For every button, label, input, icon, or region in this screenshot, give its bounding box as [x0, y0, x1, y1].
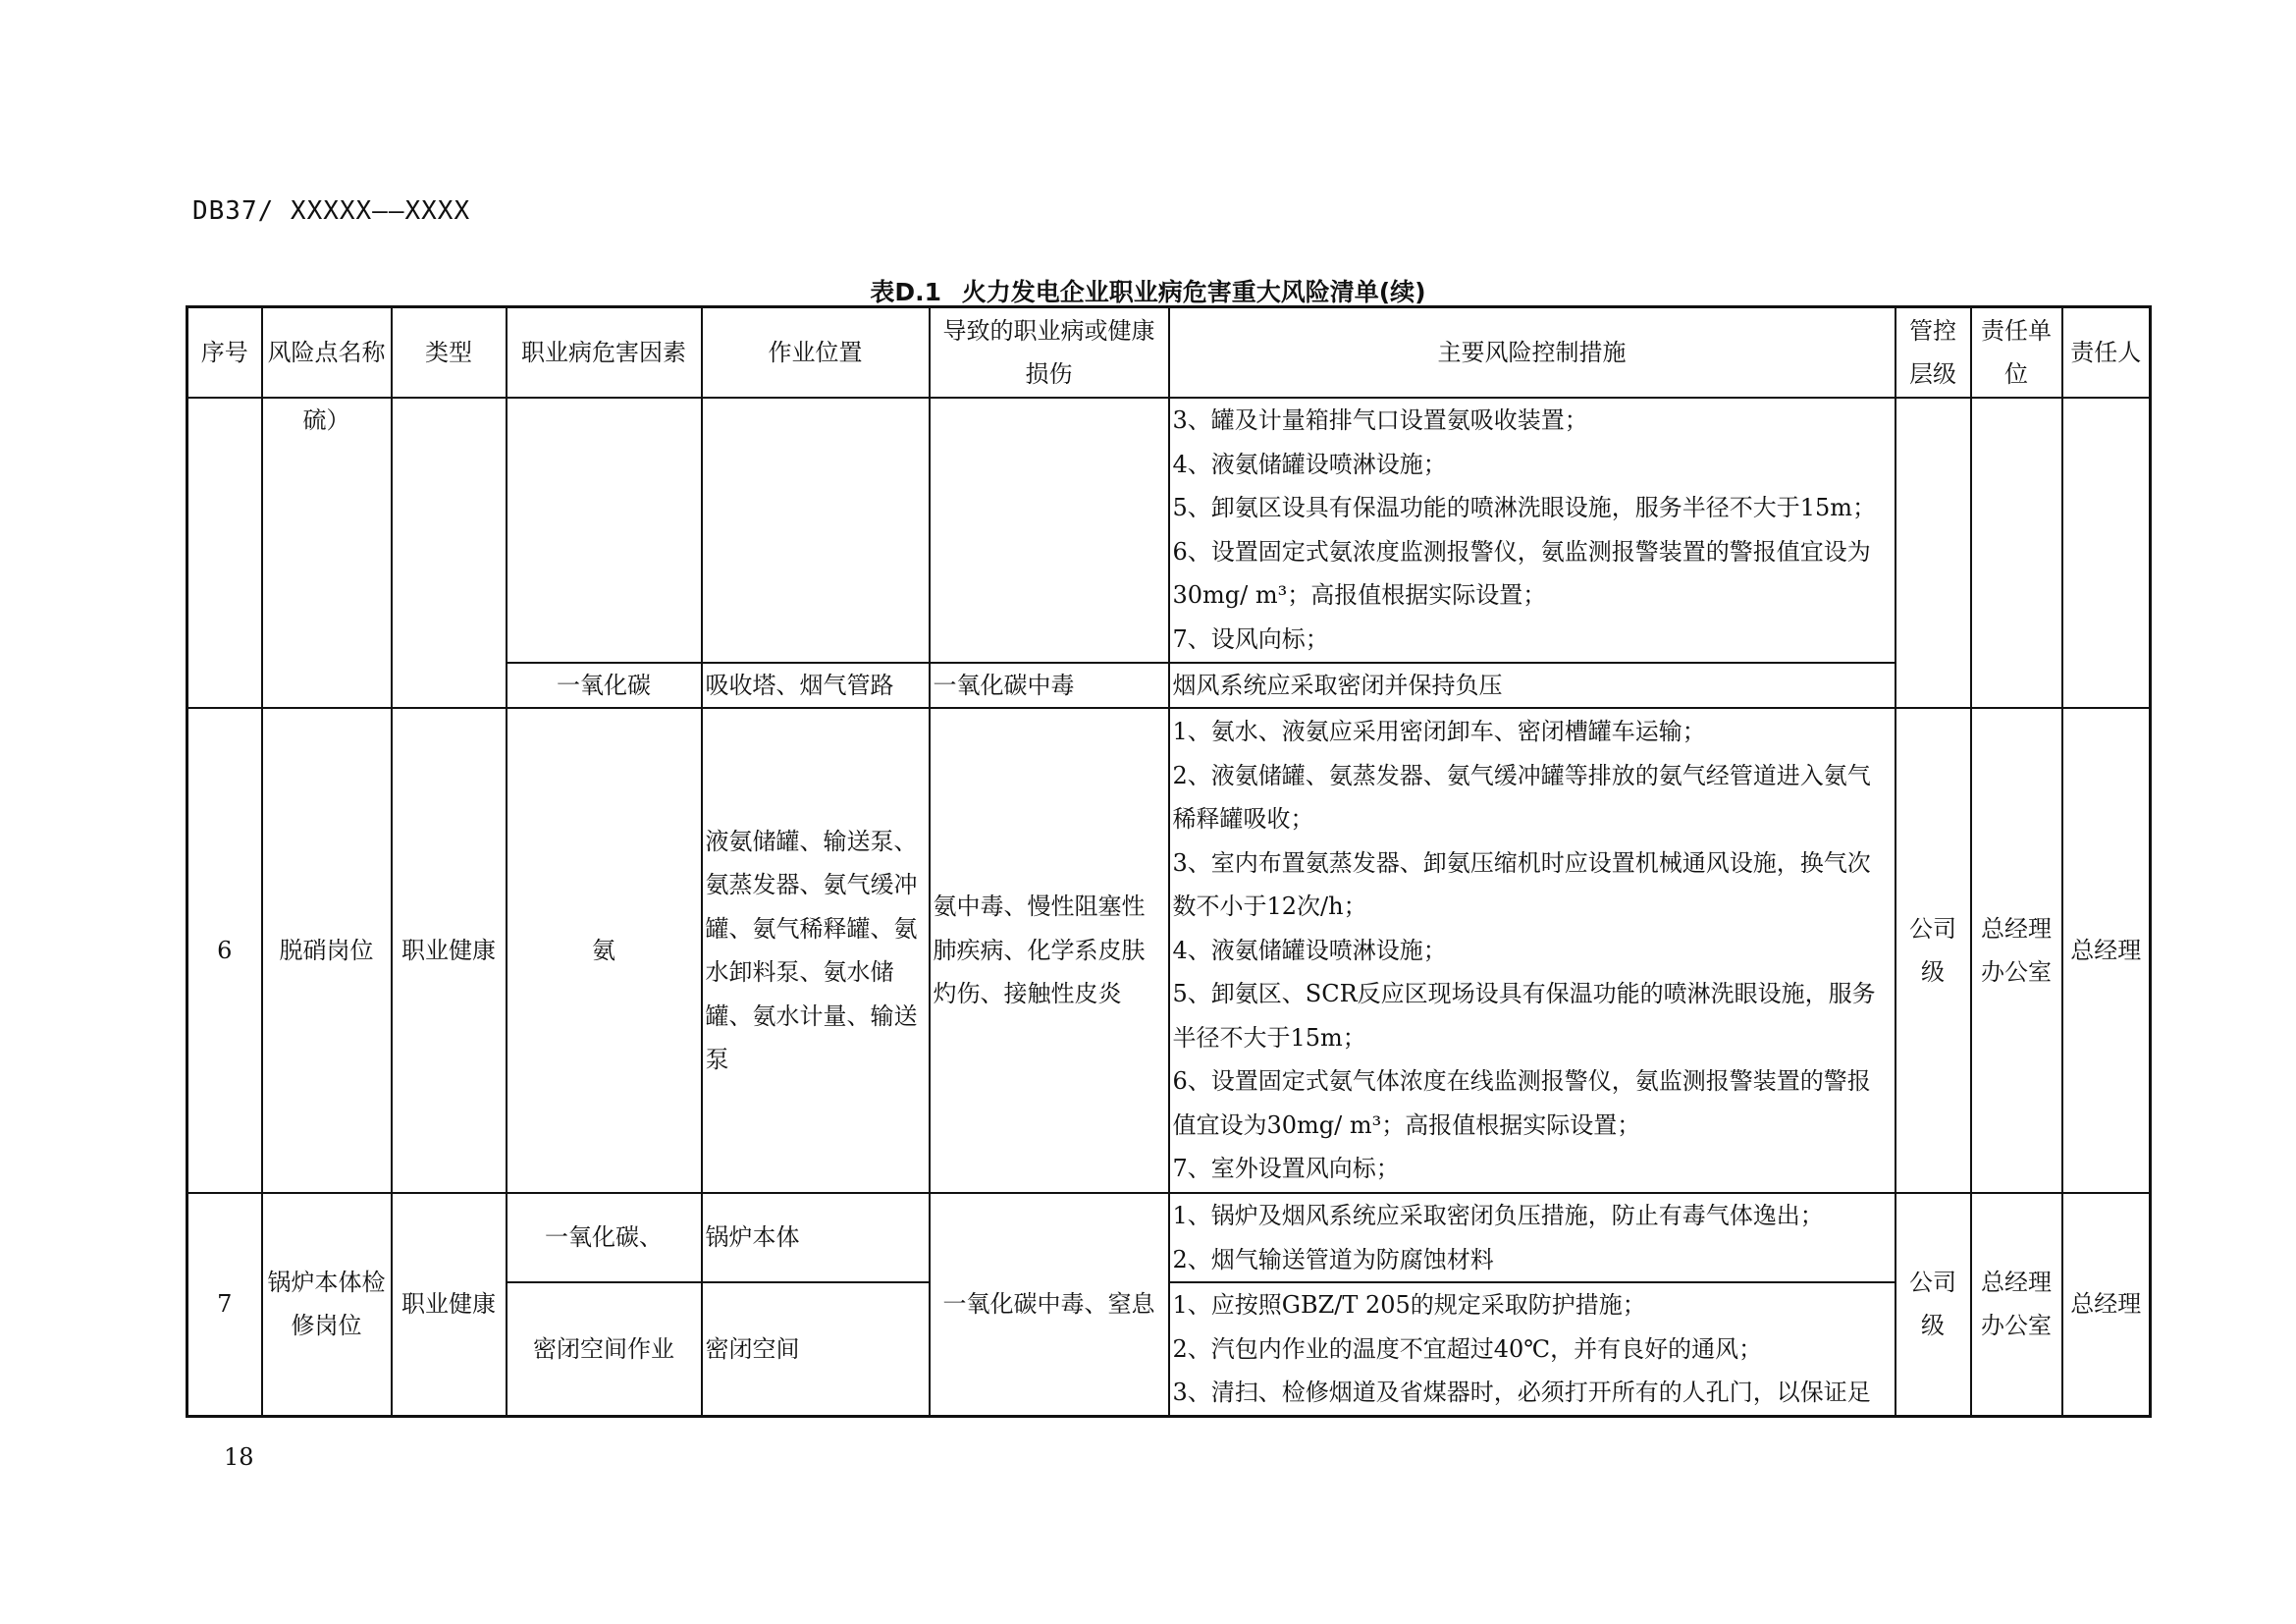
cell-level: 公司级 [1896, 1193, 1971, 1416]
standard-code: DB37/ XXXXX——XXXX [192, 196, 471, 226]
table-title-text: 火力发电企业职业病危害重大风险清单(续) [961, 278, 1426, 306]
cell-location: 锅炉本体 [702, 1193, 930, 1282]
col-header-unit: 责任单位 [1971, 307, 2062, 398]
cell-measures [1169, 708, 1896, 1193]
measure-line: 1、氨水、液氨应采用密闭卸车、密闭槽罐车运输； [1172, 718, 1706, 746]
cell-measures: 烟风系统应采取密闭并保持负压 [1169, 663, 1896, 709]
measure-line: 3、清扫、检修烟道及省煤器时，必须打开所有的人孔门，以保证足 [1172, 1379, 1871, 1406]
measure-line: 2、烟气输送管道为防腐蚀材料 [1172, 1245, 1494, 1273]
measure-line: 5、卸氨区、SCR反应区现场设具有保温功能的喷淋洗眼设施，服务 [1172, 980, 1876, 1008]
cell-seq: 7 [187, 1193, 262, 1416]
measure-line: 5、卸氨区设具有保温功能的喷淋洗眼设施，服务半径不大于15m； [1172, 494, 1877, 521]
cell-risk-point: 脱硝岗位 [262, 708, 392, 1193]
measure-line: 值宜设为30mg/ m³；高报值根据实际设置； [1172, 1110, 1641, 1139]
measure-line: 数不小于12次/h； [1172, 893, 1367, 921]
cell-hazard: 氨 [507, 708, 702, 1193]
cell-category [392, 398, 507, 709]
measure-line: 1、应按照GBZ/T 205的规定采取防护措施； [1172, 1291, 1646, 1319]
cell-location: 吸收塔、烟气管路 [702, 663, 930, 709]
risk-table [186, 305, 2152, 1418]
cell-unit: 总经理办公室 [1971, 708, 2062, 1193]
cell-hazard: 密闭空间作业 [507, 1282, 702, 1416]
col-header-hazard: 职业病危害因素 [507, 307, 702, 398]
cell-seq [187, 398, 262, 709]
table-header-row [187, 307, 2151, 398]
measure-line: 3、罐及计量箱排气口设置氨吸收装置； [1172, 406, 1588, 434]
measure-line: 4、液氨储罐设喷淋设施； [1172, 936, 1447, 964]
cell-level [1896, 398, 1971, 709]
col-header-risk-point: 风险点名称 [262, 307, 392, 398]
measure-line: 2、汽包内作业的温度不宜超过40℃，并有良好的通风； [1172, 1334, 1763, 1363]
cell-location: 密闭空间 [702, 1282, 930, 1416]
col-header-person: 责任人 [2062, 307, 2151, 398]
col-header-category: 类型 [392, 307, 507, 398]
page-number: 18 [224, 1443, 254, 1471]
measure-line: 3、室内布置氨蒸发器、卸氨压缩机时应设置机械通风设施，换气次 [1172, 848, 1871, 877]
col-header-location: 作业位置 [702, 307, 930, 398]
measure-line: 1、锅炉及烟风系统应采取密闭负压措施，防止有毒气体逸出； [1172, 1202, 1824, 1229]
cell-hazard [507, 398, 702, 663]
col-header-seq: 序号 [187, 307, 262, 398]
cell-disease: 氨中毒、慢性阻塞性肺疾病、化学系皮肤灼伤、接触性皮炎 [930, 708, 1169, 1193]
cell-category: 职业健康 [392, 1193, 507, 1416]
col-header-level: 管控层级 [1896, 307, 1971, 398]
cell-disease: 一氧化碳中毒、窒息 [930, 1193, 1169, 1416]
measure-line: 30mg/ m³；高报值根据实际设置； [1172, 581, 1547, 609]
table-row [187, 1193, 2151, 1282]
table-title [0, 273, 2296, 308]
cell-person: 总经理 [2062, 1193, 2151, 1416]
measure-line: 7、室外设置风向标； [1172, 1155, 1400, 1183]
cell-disease [930, 398, 1169, 663]
cell-measures [1169, 1282, 1896, 1416]
cell-measures [1169, 398, 1896, 663]
cell-hazard: 一氧化碳、 [507, 1193, 702, 1282]
measure-line: 稀释罐吸收； [1172, 805, 1314, 834]
cell-risk-point: 锅炉本体检修岗位 [262, 1193, 392, 1416]
measure-line: 半径不大于15m； [1172, 1023, 1366, 1052]
measure-line: 6、设置固定式氨浓度监测报警仪，氨监测报警装置的警报值宜设为 [1172, 537, 1871, 566]
cell-category: 职业健康 [392, 708, 507, 1193]
cell-person: 总经理 [2062, 708, 2151, 1193]
measure-line: 7、设风向标； [1172, 624, 1329, 653]
table-row [187, 398, 2151, 663]
cell-risk-point: 硫） [262, 398, 392, 709]
cell-disease: 一氧化碳中毒 [930, 663, 1169, 709]
cell-unit [1971, 398, 2062, 709]
table-number: 表D.1 [870, 278, 942, 306]
table-row [187, 708, 2151, 1193]
cell-seq: 6 [187, 708, 262, 1193]
measure-line: 4、液氨储罐设喷淋设施； [1172, 450, 1447, 478]
cell-level: 公司级 [1896, 708, 1971, 1193]
cell-hazard: 一氧化碳 [507, 663, 702, 709]
cell-location: 液氨储罐、输送泵、氨蒸发器、氨气缓冲罐、氨气稀释罐、氨水卸料泵、氨水储罐、氨水计量、输送泵 [702, 708, 930, 1193]
cell-location [702, 398, 930, 663]
col-header-measures: 主要风险控制措施 [1169, 307, 1896, 398]
measure-line: 6、设置固定式氨气体浓度在线监测报警仪，氨监测报警装置的警报 [1172, 1067, 1871, 1096]
cell-unit: 总经理办公室 [1971, 1193, 2062, 1416]
cell-measures [1169, 1193, 1896, 1282]
col-header-disease: 导致的职业病或健康损伤 [930, 307, 1169, 398]
measure-line: 2、液氨储罐、氨蒸发器、氨气缓冲罐等排放的氨气经管道进入氨气 [1172, 761, 1871, 789]
cell-person [2062, 398, 2151, 709]
